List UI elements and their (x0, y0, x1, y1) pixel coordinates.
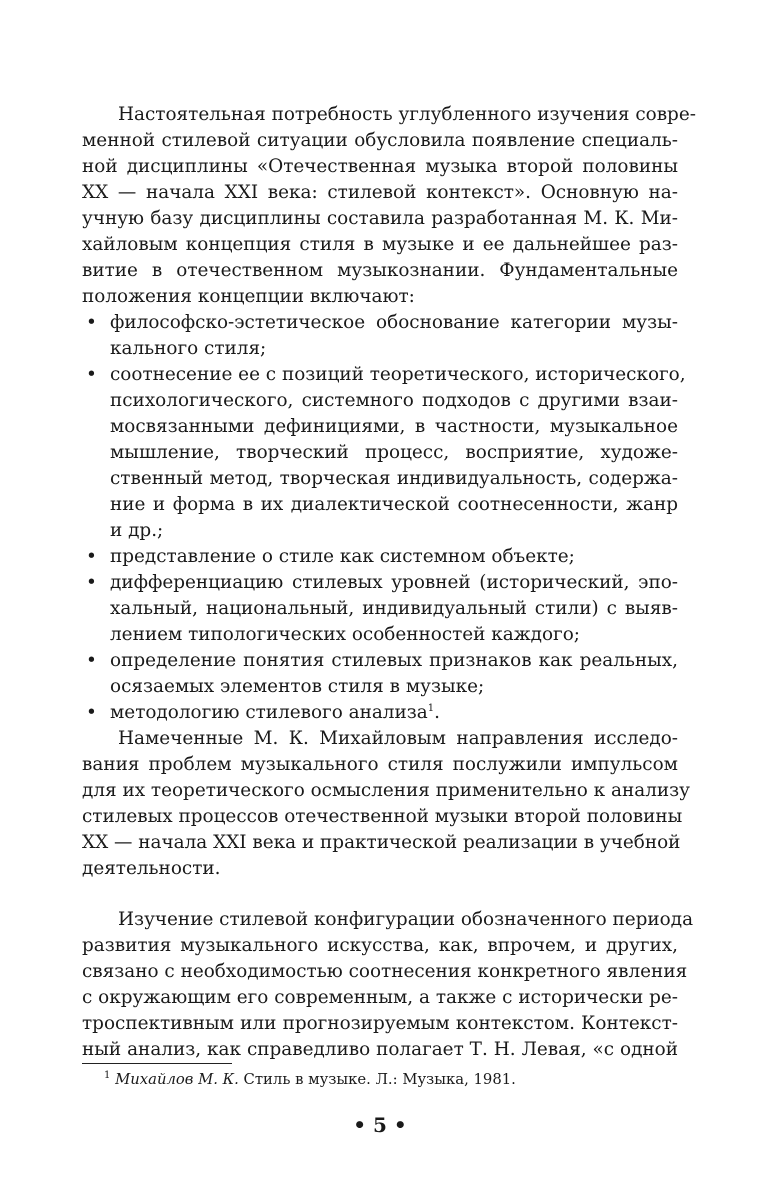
text-line: витие в отечественном музыкознании. Фундаментальные (82, 260, 678, 281)
text-line: с окружающим его современным, а также с исторически ре- (82, 987, 678, 1008)
bullet-text: методологию стилевого анализа (110, 702, 428, 723)
text-line: XX — начала XXI века и практической реализации в учебной (82, 832, 681, 853)
text-line: менной стилевой ситуации обусловила появление специаль- (82, 130, 678, 151)
bullet-item: • философско-эстетическое обоснование категории музы- (82, 308, 678, 338)
bullet-continuation: осязаемых элементов стиля в музыке; (110, 676, 485, 697)
text-line: деятельности. (82, 858, 221, 879)
text-line: ный анализ, как справедливо полагает Т. Н. Левая, «с одной (82, 1039, 678, 1060)
bullet-continuation: ние и форма в их диалектической соотнесенности, жанр (110, 494, 678, 515)
bullet-continuation: мышление, творческий процесс, восприятие, художе- (110, 442, 678, 463)
bullet-continuation: мосвязанными дефинициями, в частности, музыкальное (110, 416, 678, 437)
bullet-item: • дифференциацию стилевых уровней (исторический, эпо- (82, 568, 678, 598)
bullet-continuation: лением типологических особенностей каждого; (110, 624, 580, 645)
text-line: XX — начала XXI века: стилевой контекст». Основную на- (82, 182, 678, 203)
book-page (82, 0, 696, 1182)
sentence-end: . (434, 702, 440, 723)
text-line: связано с необходимостью соотнесения конкретного явления (82, 961, 688, 982)
text-line: ной дисциплины «Отечественная музыка второй половины (82, 156, 678, 177)
text-line: троспективным или прогнозируемым контекстом. Контекст- (82, 1013, 678, 1034)
page-number: • 5 • (353, 1113, 407, 1137)
footnote-author: Михайлов М. К. (115, 1071, 239, 1088)
bullet-continuation: кального стиля; (110, 338, 267, 359)
text-line: Настоятельная потребность углубленного изучения совре- (118, 104, 696, 125)
bullet-item: • определение понятия стилевых признаков как реальных, (82, 646, 678, 676)
text-line: учную базу дисциплины составила разработанная М. К. Ми- (82, 208, 678, 229)
text-line: Изучение стилевой конфигурации обозначенного периода (118, 909, 694, 930)
text-line: стилевых процессов отечественной музыки второй половины (82, 806, 683, 827)
bullet-continuation: хальный, национальный, индивидуальный стили) с выяв- (110, 598, 678, 619)
text-line: положения концепции включают: (82, 286, 415, 307)
text-line: для их теоретического осмысления применительно к анализу (82, 780, 690, 801)
bullet-continuation: и др.; (110, 520, 164, 541)
text-line: вания проблем музыкального стиля послужили импульсом (82, 754, 678, 775)
bullet-item: • соотнесение ее с позиций теоретического, исторического, (82, 360, 678, 390)
footnote-number: 1 (104, 1070, 111, 1082)
bullet-item: • представление о стиле как системном объекте; (82, 542, 678, 572)
footnote-separator (82, 1063, 232, 1064)
footnote (104, 1069, 516, 1091)
footnote-marker: 1 (427, 702, 435, 714)
bullet-continuation: ственный метод, творческая индивидуальность, содержа- (110, 468, 678, 489)
text-line: хайловым концепция стиля в музыке и ее дальнейшее раз- (82, 234, 678, 255)
text-line: развития музыкального искусства, как, впрочем, и других, (82, 935, 678, 956)
bullet-continuation: психологического, системного подходов с другими взаи- (110, 390, 678, 411)
text-line: Намеченные М. К. Михайловым направления исследо- (118, 728, 678, 749)
footnote-text: Стиль в музыке. Л.: Музыка, 1981. (238, 1071, 516, 1088)
